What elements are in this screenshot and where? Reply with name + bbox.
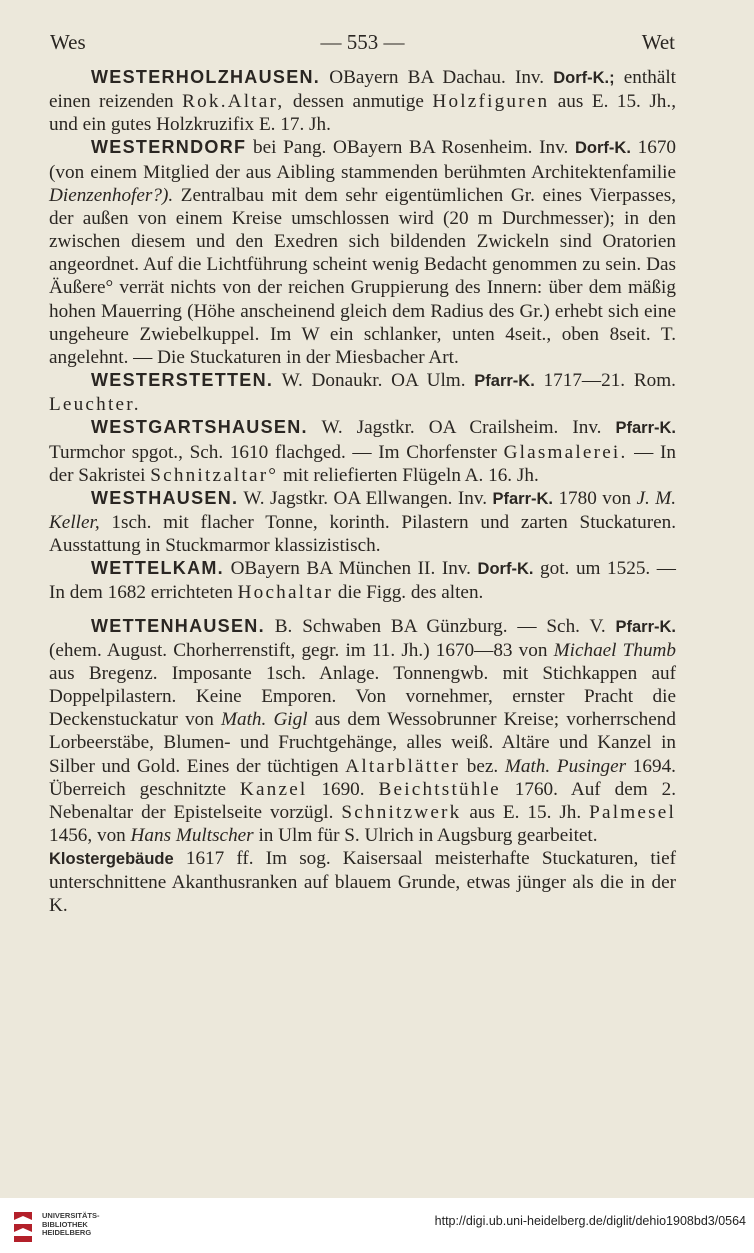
- person-name: J. M. Keller,: [49, 487, 677, 533]
- building-type: Klostergebäude: [49, 850, 174, 869]
- building-type: Pfarr-K.: [474, 372, 535, 391]
- building-type: Pfarr-K.: [492, 489, 554, 508]
- place-name: WESTERNDORF: [91, 137, 247, 158]
- place-name: WETTENHAUSEN.: [91, 615, 265, 636]
- entry-wettelkam: WETTELKAM. OBayern BA München II. Inv. Dorf-K. got. um 1525. — In dem 1682 errichteten Hochaltar die Figg. des alten.: [49, 558, 676, 604]
- person-name: Hans Multscher: [130, 825, 254, 846]
- person-name: Math. Gigl: [221, 709, 308, 731]
- entry-westerndorf: WESTERNDORF bei Pang. OBayern BA Rosenheim. Inv. Dorf-K. 1670 (von einem Mitglied der aus Aibling stammenden berühmten Architektenfamilie Dienzenhofer?). Zentralbau mit dem sehr eigentümlichen Gr. eines Vierpasses, der außen von einem Kreise umschlossen wird (20 m Durchmesser); in den zwischen diesem und den Exedren sich bildenden Zwickeln sind Oratorien angeordnet. Auf die Lichtführung scheint wenig Bedacht genommen zu sein. Das Äußere° verrät nichts von der reichen Gruppierung des Innern: über dem mäßig hohen Mauerring (Höhe anscheinend gleich dem Radius des Gr.) erhebt sich eine ungeheure Zwiebelkuppel. Im W ein schlanker, unten 4seit., oben 8seit. T. angelehnt. — Die Stuckaturen in der Miesbacher Art.: [49, 137, 677, 368]
- permalink-url[interactable]: http://digi.ub.uni-heidelberg.de/diglit/dehio1908bd3/0564: [434, 1214, 746, 1228]
- university-library-logo-icon: [8, 1208, 38, 1244]
- entry-westhausen: WESTHAUSEN. W. Jagstkr. OA Ellwangen. Inv. Pfarr-K. 1780 von J. M. Keller, 1sch. mit flacher Tonne, korinth. Pilastern und zarten Stuckaturen. Ausstattung in Stuckmarmor klassizistisch.: [49, 487, 677, 557]
- building-type: Dorf-K.;: [553, 69, 615, 87]
- header-right: Wet: [641, 30, 675, 54]
- place-name: WESTERHOLZHAUSEN.: [91, 67, 321, 87]
- digital-library-footer: [0, 1198, 754, 1253]
- place-name: WESTGARTSHAUSEN.: [91, 417, 308, 438]
- library-name: UNIVERSITÄTS- BIBLIOTHEK HEIDELBERG: [42, 1211, 100, 1238]
- person-name: Math. Pusinger: [504, 755, 627, 777]
- place-name: WESTHAUSEN.: [91, 487, 239, 508]
- entry-klostergebaeude: Klostergebäude 1617 ff. Im sog. Kaisersaal meisterhafte Stuckaturen, tief unterschnittene Akanthusranken auf blauem Grunde, etwas jünger als die in der K.: [49, 848, 676, 917]
- entry-westgartshausen: WESTGARTSHAUSEN. W. Jagstkr. OA Crailsheim. Inv. Pfarr-K. Turmchor spgot., Sch. 1610 flachged. — Im Chorfenster Glasmalerei. — In der Sakristei Schnitzaltar° mit reliefierten Flügeln A. 16. Jh.: [49, 417, 677, 486]
- person-name: Michael Thumb: [553, 639, 676, 661]
- header-left: Wes: [50, 30, 86, 54]
- place-name: WESTERSTETTEN.: [91, 370, 274, 391]
- running-head: [50, 30, 675, 58]
- building-type: Dorf-K.: [477, 560, 534, 579]
- entry-wettenhausen: WETTENHAUSEN. B. Schwaben BA Günzburg. — Sch. V. Pfarr-K. (ehem. August. Chorherrenstift, gegr. im 11. Jh.) 1670—83 von Michael Thumb aus Bregenz. Imposante 1sch. Anlage. Tonnengwb. mit Stichkappen auf Doppelpilastern. Keine Emporen. Von vornehmer, ernster Pracht die Deckenstuckatur von Math. Gigl aus dem Wessobrunner Kreise; vorherrschend Lorbeerstäbe, Blumen- und Fruchtgehänge, alles weiß. Altäre und Kanzel in Silber und Gold. Eines der tüchtigen Altarblätter bez. Math. Pusinger 1694. Überreich geschnitzte Kanzel 1690. Beichtstühle 1760. Auf dem 2. Nebenaltar der Epistelseite vorzügl. Schnitzwerk aus E. 15. Jh. Palmesel 1456, von Hans Multscher in Ulm für S. Ulrich in Augsburg gearbeitet.: [49, 615, 676, 846]
- building-type: Dorf-K.: [575, 139, 631, 158]
- entry-westerstetten: WESTERSTETTEN. W. Donaukr. OA Ulm. Pfarr-K. 1717—21. Rom. Leuchter.: [49, 370, 676, 416]
- entry-westerholzhausen: WESTERHOLZHAUSEN. OBayern BA Dachau. Inv. Dorf-K.; enthält einen reizenden Rok.Altar, dessen anmutige Holzfiguren aus E. 15. Jh., und ein gutes Holzkruzifix E. 17. Jh.: [49, 67, 676, 136]
- page-body: [49, 66, 676, 918]
- building-type: Pfarr-K.: [615, 419, 676, 438]
- building-type: Pfarr-K.: [615, 617, 676, 636]
- place-name: WETTELKAM.: [91, 558, 224, 579]
- person-name: Dienzenhofer?).: [49, 184, 174, 206]
- page-number: — 553 —: [320, 30, 405, 54]
